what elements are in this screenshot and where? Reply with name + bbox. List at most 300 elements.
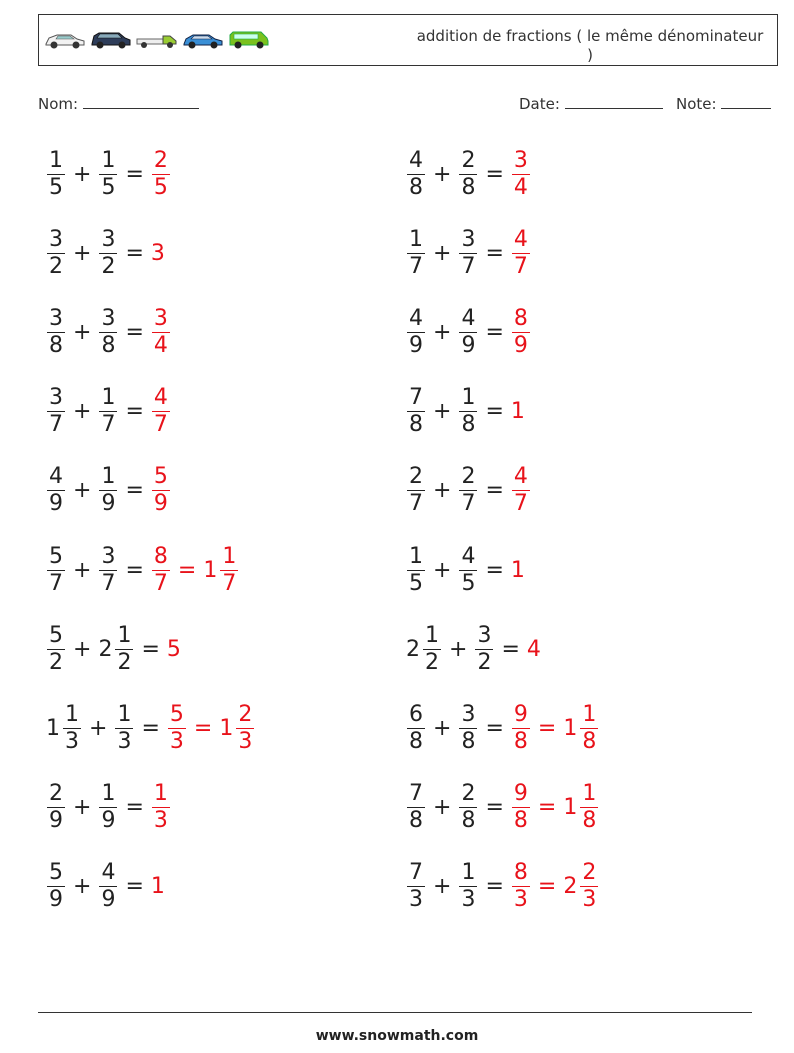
numerator: 5 <box>49 543 63 569</box>
numerator: 9 <box>513 701 528 727</box>
name-field[interactable] <box>38 94 199 113</box>
plus-sign: + <box>433 557 452 583</box>
denominator: 7 <box>222 570 237 596</box>
denominator: 2 <box>477 649 492 675</box>
denominator: 9 <box>49 887 63 913</box>
denominator: 9 <box>461 332 476 358</box>
denominator: 3 <box>238 728 253 754</box>
whole-number: 5 <box>166 636 181 662</box>
denominator: 8 <box>409 412 423 438</box>
whole-number: 1 <box>510 399 525 425</box>
denominator: 2 <box>117 649 132 675</box>
numerator: 1 <box>101 147 116 173</box>
mixed-number <box>456 702 480 755</box>
fraction <box>47 385 65 438</box>
plus-sign: + <box>89 715 108 741</box>
mixed-number <box>44 464 68 517</box>
mixed-number <box>456 148 480 201</box>
mixed-number <box>44 544 68 597</box>
worksheet-header <box>38 14 778 66</box>
mixed-number <box>96 148 120 201</box>
equals-sign: = <box>125 240 144 266</box>
plus-sign: + <box>73 240 92 266</box>
car-icons <box>43 29 271 51</box>
numerator: 4 <box>153 385 168 411</box>
denominator: 7 <box>101 412 116 438</box>
numerator: 4 <box>461 543 476 569</box>
numerator: 1 <box>461 860 476 886</box>
fraction <box>407 781 425 834</box>
mixed-number <box>201 544 241 597</box>
denominator: 5 <box>409 570 423 596</box>
plus-sign: + <box>73 319 92 345</box>
problem-row <box>44 142 173 206</box>
equals-sign: = <box>125 557 144 583</box>
fraction <box>47 464 65 517</box>
mixed-number <box>456 385 480 438</box>
problem-row <box>44 300 173 364</box>
problem-row <box>44 538 241 602</box>
numerator: 1 <box>101 464 116 490</box>
mixed-number <box>509 781 533 834</box>
mixed-number <box>509 558 525 583</box>
fraction <box>99 860 117 913</box>
problem-row <box>44 459 173 523</box>
numerator: 4 <box>461 305 476 331</box>
denominator: 4 <box>513 174 528 200</box>
numerator: 3 <box>49 305 63 331</box>
mixed-number <box>149 241 165 266</box>
car-blue-icon <box>181 29 225 51</box>
plus-sign: + <box>73 161 92 187</box>
mixed-number <box>96 385 120 438</box>
fraction <box>152 464 170 517</box>
denominator: 3 <box>513 887 528 913</box>
mixed-number <box>44 385 68 438</box>
numerator: 3 <box>49 226 63 252</box>
fraction <box>168 702 186 755</box>
mixed-number <box>456 781 480 834</box>
mixed-number <box>149 148 173 201</box>
problem-row <box>404 142 533 206</box>
numerator: 5 <box>169 701 184 727</box>
date-field[interactable] <box>519 94 663 113</box>
fraction <box>47 306 65 359</box>
plus-sign: + <box>433 319 452 345</box>
plus-sign: + <box>73 636 92 662</box>
numerator: 3 <box>461 226 476 252</box>
mixed-number <box>456 860 480 913</box>
problem-row <box>404 380 525 444</box>
denominator: 8 <box>582 808 597 834</box>
problem-row <box>44 221 165 285</box>
fraction <box>407 385 425 438</box>
mixed-number <box>561 702 601 755</box>
numerator: 3 <box>101 226 116 252</box>
numerator: 1 <box>65 701 79 727</box>
fraction <box>512 781 530 834</box>
numerator: 1 <box>409 226 423 252</box>
mixed-number <box>472 623 496 676</box>
fraction <box>512 148 530 201</box>
mixed-number <box>44 702 84 755</box>
fraction <box>459 464 477 517</box>
denominator: 7 <box>101 570 116 596</box>
equals-sign: = <box>125 399 144 425</box>
mixed-number <box>44 860 68 913</box>
mixed-number <box>404 306 428 359</box>
mixed-number <box>509 702 533 755</box>
problem-row <box>44 776 173 840</box>
whole-number: 1 <box>219 715 234 741</box>
equals-sign: = <box>485 240 504 266</box>
mixed-number <box>96 227 120 280</box>
denominator: 7 <box>409 491 423 517</box>
equals-sign: = <box>125 161 144 187</box>
denominator: 3 <box>461 887 476 913</box>
worksheet-title: addition de fractions ( le même dénominateur ) <box>416 27 764 64</box>
plus-sign: + <box>433 874 452 900</box>
whole-number: 4 <box>526 636 541 662</box>
numerator: 2 <box>582 860 597 886</box>
fraction <box>220 544 238 597</box>
fraction <box>580 860 598 913</box>
fraction <box>152 148 170 201</box>
problem-row <box>404 221 533 285</box>
numerator: 8 <box>513 860 528 886</box>
fraction <box>512 306 530 359</box>
whole-number: 1 <box>150 874 165 900</box>
denominator: 2 <box>49 649 63 675</box>
equals-sign: = <box>125 319 144 345</box>
mixed-number <box>456 464 480 517</box>
denominator: 5 <box>49 174 63 200</box>
mixed-number <box>509 464 533 517</box>
numerator: 1 <box>425 622 439 648</box>
denominator: 8 <box>101 332 116 358</box>
mixed-number <box>456 227 480 280</box>
whole-number: 3 <box>150 240 165 266</box>
footer-site: www.snowmath.com <box>315 1028 479 1044</box>
denominator: 8 <box>461 728 476 754</box>
denominator: 9 <box>49 491 63 517</box>
fraction <box>236 702 254 755</box>
whole-number: 1 <box>563 715 578 741</box>
fraction <box>99 385 117 438</box>
denominator: 7 <box>461 491 476 517</box>
whole-number: 2 <box>406 636 420 662</box>
fraction <box>459 860 477 913</box>
fraction <box>63 702 81 755</box>
denominator: 8 <box>582 728 597 754</box>
fraction <box>99 227 117 280</box>
denominator: 4 <box>153 332 168 358</box>
plus-sign: + <box>73 557 92 583</box>
mixed-number <box>96 544 120 597</box>
denominator: 8 <box>461 808 476 834</box>
fraction <box>99 781 117 834</box>
fraction <box>512 860 530 913</box>
numerator: 8 <box>153 543 168 569</box>
date-blank[interactable] <box>565 94 663 109</box>
car-white-icon <box>43 29 87 51</box>
whole-number: 2 <box>98 636 113 662</box>
mixed-number <box>561 860 601 913</box>
plus-sign: + <box>73 795 92 821</box>
numerator: 7 <box>409 385 423 411</box>
denominator: 3 <box>169 728 184 754</box>
fraction <box>475 623 493 676</box>
plus-sign: + <box>73 478 92 504</box>
fraction <box>99 306 117 359</box>
fraction <box>459 385 477 438</box>
fraction <box>152 544 170 597</box>
numerator: 3 <box>513 147 528 173</box>
numerator: 4 <box>513 226 528 252</box>
numerator: 1 <box>582 781 597 807</box>
mixed-number <box>404 544 428 597</box>
equals-sign: = <box>537 874 557 900</box>
equals-sign: = <box>193 715 213 741</box>
mixed-number <box>96 306 120 359</box>
mixed-number <box>404 860 428 913</box>
fraction <box>580 702 598 755</box>
fraction <box>407 544 425 597</box>
numerator: 4 <box>101 860 116 886</box>
whole-number: 1 <box>510 557 525 583</box>
mixed-number <box>509 227 533 280</box>
denominator: 8 <box>513 808 528 834</box>
truck-icon <box>135 29 179 51</box>
denominator: 8 <box>409 728 423 754</box>
name-blank[interactable] <box>83 94 199 109</box>
denominator: 7 <box>513 253 528 279</box>
numerator: 5 <box>49 622 63 648</box>
numerator: 1 <box>117 701 132 727</box>
mixed-number <box>525 637 541 662</box>
fraction <box>580 781 598 834</box>
fraction <box>512 702 530 755</box>
numerator: 2 <box>49 781 63 807</box>
mixed-number <box>149 544 173 597</box>
denominator: 7 <box>461 253 476 279</box>
numerator: 3 <box>49 385 63 411</box>
denominator: 7 <box>49 412 63 438</box>
denominator: 7 <box>49 570 63 596</box>
plus-sign: + <box>433 399 452 425</box>
mixed-number <box>404 464 428 517</box>
numerator: 1 <box>582 701 597 727</box>
plus-sign: + <box>433 240 452 266</box>
equals-sign: = <box>141 636 160 662</box>
fraction <box>459 544 477 597</box>
whole-number: 1 <box>203 557 218 583</box>
denominator: 9 <box>153 491 168 517</box>
fraction <box>512 464 530 517</box>
mixed-number <box>149 385 173 438</box>
equals-sign: = <box>485 478 504 504</box>
score-field[interactable] <box>676 94 771 113</box>
whole-number: 2 <box>563 874 578 900</box>
plus-sign: + <box>73 874 92 900</box>
denominator: 7 <box>513 491 528 517</box>
mixed-number <box>149 306 173 359</box>
numerator: 4 <box>409 305 423 331</box>
equals-sign: = <box>485 399 504 425</box>
mixed-number <box>149 874 165 899</box>
plus-sign: + <box>433 161 452 187</box>
fraction <box>47 544 65 597</box>
equals-sign: = <box>485 795 504 821</box>
mixed-number <box>112 702 136 755</box>
fraction <box>99 148 117 201</box>
fraction <box>152 781 170 834</box>
fraction <box>459 227 477 280</box>
problem-row <box>44 380 173 444</box>
fraction <box>47 227 65 280</box>
denominator: 9 <box>409 332 423 358</box>
fraction <box>115 702 133 755</box>
fraction <box>459 148 477 201</box>
mixed-number <box>509 306 533 359</box>
denominator: 9 <box>101 808 116 834</box>
numerator: 1 <box>117 622 132 648</box>
denominator: 2 <box>425 649 439 675</box>
car-navy-icon <box>89 29 133 51</box>
equals-sign: = <box>485 557 504 583</box>
mixed-number <box>44 623 68 676</box>
numerator: 5 <box>153 464 168 490</box>
numerator: 3 <box>101 543 116 569</box>
denominator: 2 <box>49 253 63 279</box>
denominator: 9 <box>101 887 116 913</box>
mixed-number <box>44 227 68 280</box>
mixed-number <box>44 306 68 359</box>
fraction <box>459 702 477 755</box>
denominator: 5 <box>101 174 116 200</box>
mixed-number <box>456 544 480 597</box>
fraction <box>47 623 65 676</box>
score-label: Note: <box>676 95 717 113</box>
fraction <box>459 781 477 834</box>
equals-sign: = <box>485 319 504 345</box>
mixed-number <box>96 623 136 676</box>
problem-row <box>404 696 601 760</box>
numerator: 2 <box>409 464 423 490</box>
mixed-number <box>404 148 428 201</box>
problem-row <box>404 776 601 840</box>
numerator: 1 <box>101 781 116 807</box>
equals-sign: = <box>537 795 557 821</box>
denominator: 9 <box>513 332 528 358</box>
problem-row <box>404 459 533 523</box>
mixed-number <box>217 702 257 755</box>
equals-sign: = <box>125 795 144 821</box>
mixed-number <box>404 623 444 676</box>
numerator: 1 <box>461 385 476 411</box>
numerator: 2 <box>461 781 476 807</box>
denominator: 2 <box>101 253 116 279</box>
mixed-number <box>149 464 173 517</box>
numerator: 3 <box>477 622 492 648</box>
numerator: 2 <box>461 147 476 173</box>
equals-sign: = <box>125 478 144 504</box>
mixed-number <box>149 781 173 834</box>
mixed-number <box>404 781 428 834</box>
mixed-number <box>96 464 120 517</box>
fraction <box>407 860 425 913</box>
whole-number: 1 <box>563 795 578 821</box>
fraction <box>152 385 170 438</box>
fraction <box>47 148 65 201</box>
problem-row <box>44 617 181 681</box>
fraction <box>152 306 170 359</box>
mixed-number <box>404 702 428 755</box>
numerator: 1 <box>101 385 116 411</box>
equals-sign: = <box>537 715 557 741</box>
denominator: 8 <box>409 808 423 834</box>
denominator: 8 <box>461 412 476 438</box>
numerator: 1 <box>409 543 423 569</box>
score-blank[interactable] <box>721 94 771 109</box>
plus-sign: + <box>433 795 452 821</box>
fraction <box>47 781 65 834</box>
fraction <box>407 148 425 201</box>
numerator: 4 <box>409 147 423 173</box>
denominator: 3 <box>153 808 168 834</box>
mixed-number <box>456 306 480 359</box>
date-label: Date: <box>519 95 560 113</box>
mixed-number <box>165 702 189 755</box>
fraction <box>407 702 425 755</box>
equals-sign: = <box>141 715 160 741</box>
problem-row <box>404 538 525 602</box>
denominator: 7 <box>153 412 168 438</box>
problem-row <box>404 300 533 364</box>
denominator: 8 <box>513 728 528 754</box>
fraction <box>115 623 133 676</box>
denominator: 3 <box>65 728 79 754</box>
problem-row <box>44 696 257 760</box>
fraction <box>99 544 117 597</box>
mixed-number <box>96 860 120 913</box>
denominator: 8 <box>461 174 476 200</box>
name-label: Nom: <box>38 95 79 113</box>
fraction <box>407 306 425 359</box>
numerator: 2 <box>238 701 253 727</box>
denominator: 8 <box>409 174 423 200</box>
numerator: 6 <box>409 701 423 727</box>
denominator: 3 <box>409 887 423 913</box>
mixed-number <box>44 781 68 834</box>
denominator: 5 <box>461 570 476 596</box>
fraction <box>459 306 477 359</box>
denominator: 3 <box>117 728 132 754</box>
plus-sign: + <box>73 399 92 425</box>
mixed-number <box>165 637 181 662</box>
fraction <box>407 227 425 280</box>
equals-sign: = <box>125 874 144 900</box>
van-green-icon <box>227 29 271 51</box>
denominator: 7 <box>153 570 168 596</box>
numerator: 1 <box>49 147 63 173</box>
numerator: 4 <box>513 464 528 490</box>
numerator: 2 <box>461 464 476 490</box>
denominator: 5 <box>153 174 168 200</box>
plus-sign: + <box>433 478 452 504</box>
denominator: 9 <box>49 808 63 834</box>
numerator: 3 <box>101 305 116 331</box>
